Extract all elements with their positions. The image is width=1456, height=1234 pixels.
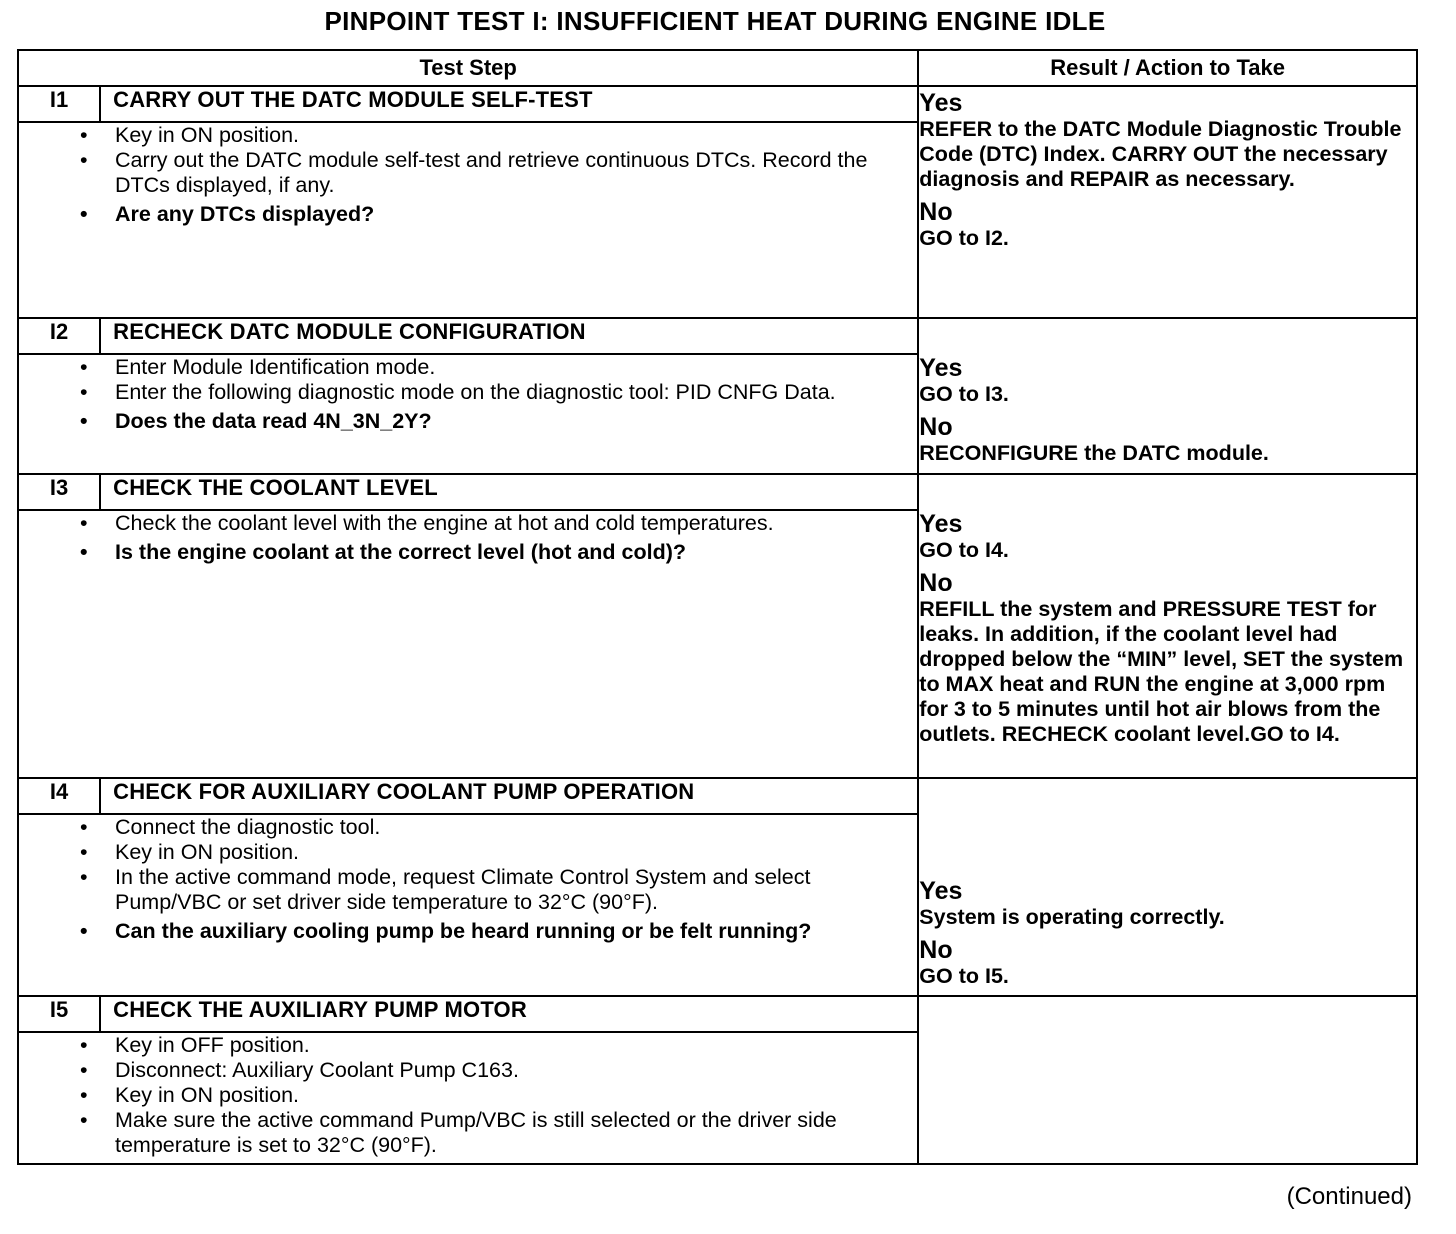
result-no-text: RECONFIGURE the DATC module. <box>919 441 1269 465</box>
step-id: I2 <box>18 318 100 354</box>
result-yes-label: Yes <box>919 354 963 382</box>
step-bullet-list <box>19 355 917 434</box>
result-yes-text: GO to I4. <box>919 538 1009 562</box>
step-bullet-list <box>19 511 917 565</box>
pinpoint-test-table <box>17 49 1418 1165</box>
list-item: • Enter the following diagnostic mode on the diagnostic tool: PID CNFG Data. <box>115 380 917 405</box>
step-header-row-i5 <box>18 996 1417 1032</box>
step-title: RECHECK DATC MODULE CONFIGURATION <box>100 318 918 354</box>
result-no-text: GO to I2. <box>919 226 1009 250</box>
step-result-cell <box>918 474 1417 778</box>
result-no-label: No <box>919 569 953 597</box>
step-body <box>18 1032 918 1164</box>
header-result-action: Result / Action to Take <box>918 50 1417 86</box>
step-question: • Is the engine coolant at the correct level (hot and cold)? <box>115 540 917 565</box>
step-title: CHECK THE AUXILIARY PUMP MOTOR <box>100 996 918 1032</box>
step-body <box>18 814 918 996</box>
list-item: • Key in OFF position. <box>115 1033 917 1058</box>
page-title: PINPOINT TEST I: INSUFFICIENT HEAT DURING ENGINE IDLE <box>324 6 1106 36</box>
list-item: • Carry out the DATC module self-test and retrieve continuous DTCs. Record the DTCs displayed, if any. <box>115 148 917 198</box>
result-no-text: GO to I5. <box>919 964 1009 988</box>
result-no-label: No <box>919 198 953 226</box>
step-question: • Can the auxiliary cooling pump be heard running or be felt running? <box>115 919 917 944</box>
list-item: • Key in ON position. <box>115 1083 917 1108</box>
result-no-label: No <box>919 936 953 964</box>
step-result-cell <box>918 996 1417 1164</box>
result-no-text: REFILL the system and PRESSURE TEST for leaks. In addition, if the coolant level had dropped below the “MIN” level, SET the system to MAX heat and RUN the engine at 3,000 rpm for 3 to 5 minutes until hot air blows from the outlets. RECHECK coolant level.GO to I4. <box>919 597 1404 746</box>
step-question: • Are any DTCs displayed? <box>115 202 917 227</box>
step-id: I1 <box>18 86 100 122</box>
step-title: CHECK THE COOLANT LEVEL <box>100 474 918 510</box>
result-yes-text: GO to I3. <box>919 382 1009 406</box>
step-header-row-i1 <box>18 86 1417 122</box>
step-title: CARRY OUT THE DATC MODULE SELF-TEST <box>100 86 918 122</box>
list-item: • Make sure the active command Pump/VBC is still selected or the driver side temperature is set to 32°C (90°F). <box>115 1108 917 1158</box>
step-body <box>18 122 918 318</box>
result-yes-label: Yes <box>919 877 963 905</box>
table-header-row <box>18 50 1417 86</box>
step-body <box>18 510 918 778</box>
step-question: • Does the data read 4N_3N_2Y? <box>115 409 917 434</box>
step-header-row-i4 <box>18 778 1417 814</box>
list-item: • Disconnect: Auxiliary Coolant Pump C163. <box>115 1058 917 1083</box>
step-bullet-list <box>19 1033 917 1158</box>
step-header-row-i2 <box>18 318 1417 354</box>
step-result-cell <box>918 778 1417 996</box>
step-body <box>18 354 918 474</box>
step-id: I3 <box>18 474 100 510</box>
step-title: CHECK FOR AUXILIARY COOLANT PUMP OPERATION <box>100 778 918 814</box>
result-yes-text: REFER to the DATC Module Diagnostic Trouble Code (DTC) Index. CARRY OUT the necessary diagnosis and REPAIR as necessary. <box>919 117 1402 191</box>
result-no-label: No <box>919 413 953 441</box>
step-result-cell <box>918 318 1417 474</box>
list-item: • Key in ON position. <box>115 123 917 148</box>
step-id: I5 <box>18 996 100 1032</box>
list-item: • Connect the diagnostic tool. <box>115 815 917 840</box>
step-bullet-list <box>19 815 917 944</box>
header-test-step: Test Step <box>18 50 918 86</box>
result-yes-label: Yes <box>919 89 963 117</box>
list-item: • Enter Module Identification mode. <box>115 355 917 380</box>
continued-note: (Continued) <box>1286 1183 1412 1210</box>
result-yes-label: Yes <box>919 510 963 538</box>
list-item: • Key in ON position. <box>115 840 917 865</box>
step-id: I4 <box>18 778 100 814</box>
list-item: • Check the coolant level with the engine at hot and cold temperatures. <box>115 511 917 536</box>
result-yes-text: System is operating correctly. <box>919 905 1225 929</box>
step-bullet-list <box>19 123 917 227</box>
list-item: • In the active command mode, request Climate Control System and select Pump/VBC or set driver side temperature to 32°C (90°F). <box>115 865 917 915</box>
step-header-row-i3 <box>18 474 1417 510</box>
step-result-cell <box>918 86 1417 318</box>
